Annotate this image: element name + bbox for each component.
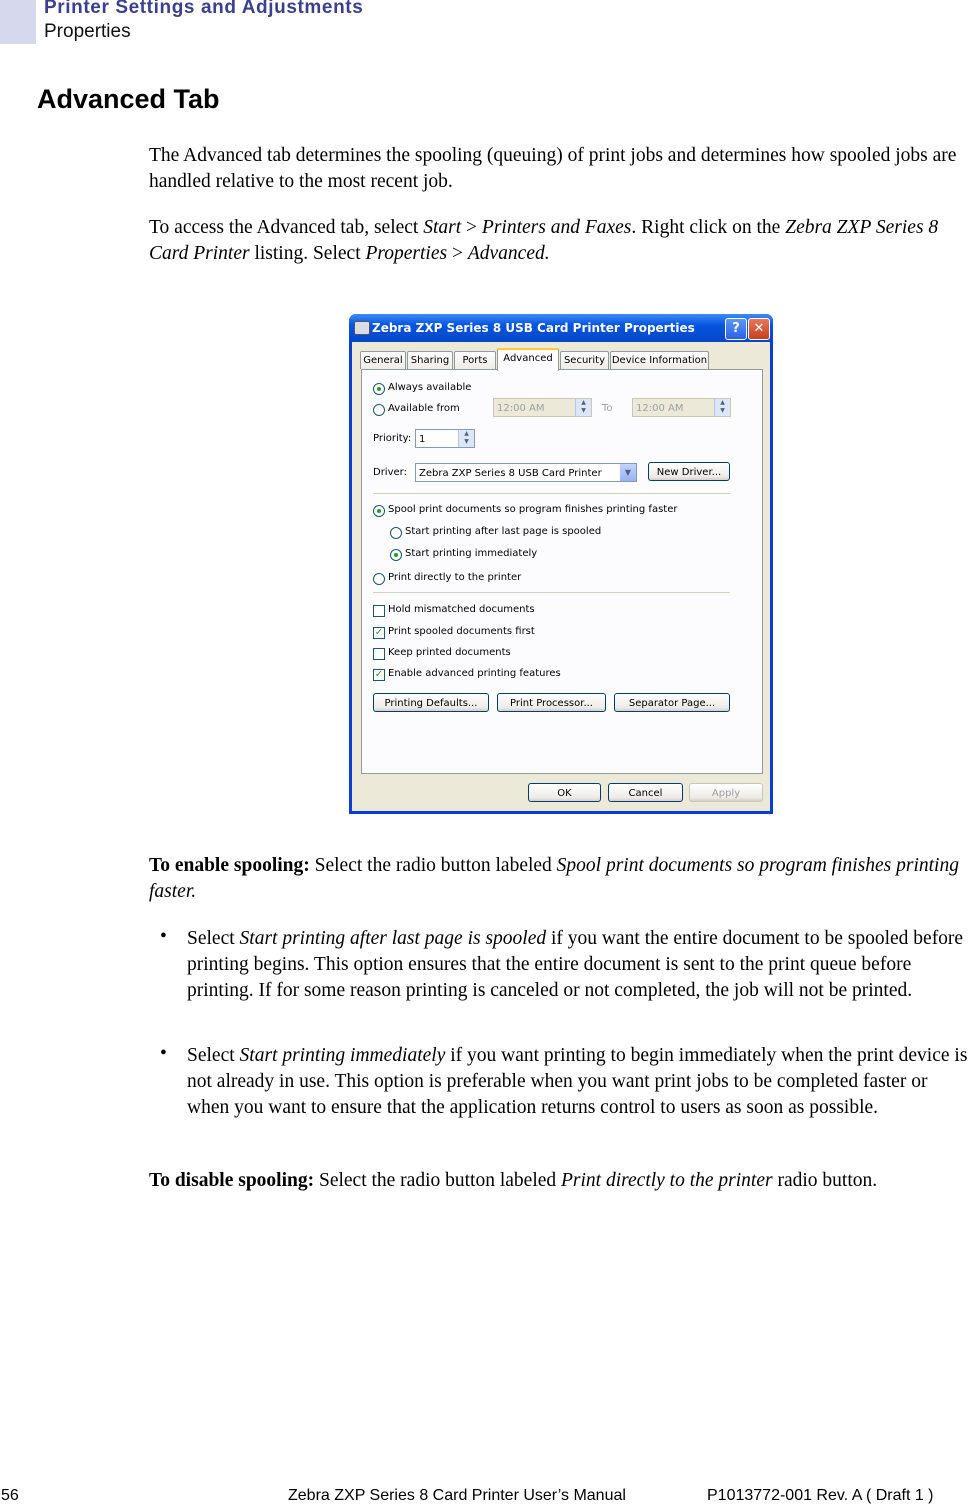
tab-ports[interactable]: Ports [454,351,496,369]
footer-doc-id: P1013772-001 Rev. A ( Draft 1 ) [707,1487,934,1504]
time-to-spinner[interactable]: ▲ ▼ [714,399,730,416]
bullet-start-immediately: Select Start printing immediately if you want printing to begin immediately when the print device is not already in use. This option is preferable when you want print jobs to be completed faster or when you want to ensure that the application returns control to users as soon as possible. [187,1045,968,1118]
close-button[interactable]: ✕ [748,318,770,340]
dialog-body [352,342,770,811]
spool-label: Spool print documents so program finishes printing faster [388,504,678,515]
always-available-label: Always available [388,382,472,393]
help-button[interactable]: ? [725,318,747,340]
dialog-title: Zebra ZXP Series 8 USB Card Printer Properties [372,321,695,335]
start-immediately-radio[interactable] [390,549,402,561]
separator [373,493,730,494]
time-to-input[interactable]: 12:00 AM ▲ ▼ [632,398,731,417]
priority-input[interactable]: 1 ▲ ▼ [415,429,475,448]
to-label: To [602,403,613,414]
enable-spooling-paragraph: To enable spooling: Select the radio button labeled Spool print documents so program finishes printing faster. [149,855,959,902]
chevron-down-icon[interactable]: ▼ [620,464,636,481]
spool-radio[interactable] [373,505,385,517]
enable-advanced-checkbox[interactable]: ✓ [374,669,384,680]
print-directly-label: Print directly to the printer [388,572,522,583]
header-section-title: Printer Settings and Adjustments [44,0,364,18]
tab-security[interactable]: Security [560,351,609,369]
start-after-last-radio[interactable] [390,527,402,539]
driver-select[interactable]: Zebra ZXP Series 8 USB Card Printer ▼ [415,463,637,482]
page-number: 56 [1,1487,19,1504]
tab-device-information[interactable]: Device Information [610,351,709,369]
page-title: Advanced Tab [37,84,220,114]
print-processor-button[interactable]: Print Processor... [497,693,606,712]
cancel-button[interactable]: Cancel [608,783,683,802]
disable-spooling-paragraph: To disable spooling: Select the radio button labeled Print directly to the printer radio button. [149,1170,878,1191]
keep-printed-label: Keep printed documents [388,647,511,658]
priority-label: Priority: [373,433,412,444]
available-from-radio[interactable] [373,404,385,416]
separator-page-button[interactable]: Separator Page... [614,693,730,712]
time-from-input[interactable]: 12:00 AM ▲ ▼ [493,398,592,417]
start-immediately-label: Start printing immediately [405,548,538,559]
hold-mismatched-label: Hold mismatched documents [388,604,535,615]
apply-button[interactable]: Apply [689,783,763,802]
intro-paragraph-2: To access the Advanced tab, select Start > Printers and Faxes. Right click on the Zebra ZXP Series 8 Card Printer listing. Select Properties > Advanced. [149,217,939,264]
always-available-radio[interactable] [373,383,385,395]
new-driver-button[interactable]: New Driver... [648,462,730,481]
hold-mismatched-checkbox[interactable] [373,605,385,617]
footer-manual-title: Zebra ZXP Series 8 Card Printer User’s Manual [288,1487,626,1504]
tab-advanced[interactable]: Advanced [497,348,559,371]
priority-spinner[interactable]: ▲ ▼ [458,430,474,447]
separator [373,592,730,593]
print-directly-radio[interactable] [373,573,385,585]
start-after-last-label: Start printing after last page is spooled [405,526,602,537]
bullet-marker: • [160,1043,167,1064]
printer-icon [354,321,370,335]
ok-button[interactable]: OK [528,783,601,802]
dialog-title-bar [349,314,773,342]
time-from-spinner[interactable]: ▲ ▼ [575,399,591,416]
print-spooled-first-checkbox[interactable]: ✓ [374,627,384,638]
bullet-start-after-last: Select Start printing after last page is spooled if you want the entire document to be spooled before printing begins. This option ensures that the entire document is sent to the print queue before printing. If for some reason printing is canceled or not completed, the job will not be printed. [187,928,964,1001]
keep-printed-checkbox[interactable] [373,648,385,660]
header-subsection: Properties [44,21,131,42]
enable-advanced-label: Enable advanced printing features [388,668,561,679]
driver-label: Driver: [373,467,407,478]
bullet-marker: • [160,926,167,947]
printing-defaults-button[interactable]: Printing Defaults... [373,693,489,712]
tab-general[interactable]: General [360,351,406,369]
printer-properties-dialog [349,314,773,814]
tab-sharing[interactable]: Sharing [407,351,453,369]
intro-paragraph-1: The Advanced tab determines the spooling (queuing) of print jobs and determines how spooled jobs are handled relative to the most recent job. [149,145,957,192]
print-spooled-first-label: Print spooled documents first [388,626,535,637]
header-accent-box [0,0,36,44]
available-from-label: Available from [388,403,460,414]
advanced-tab-panel [361,369,763,774]
